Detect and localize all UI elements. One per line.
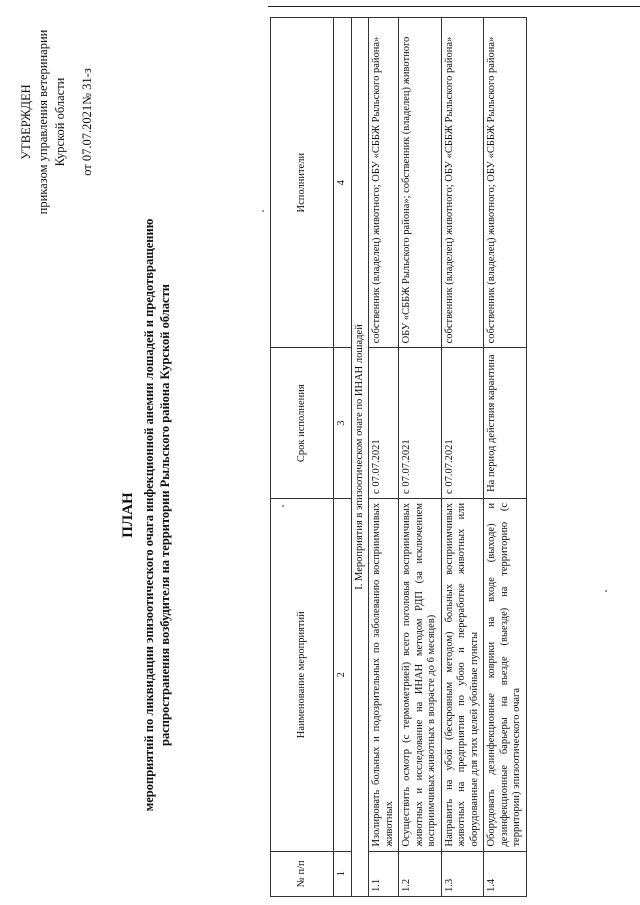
title-line-1: мероприятий по ликвидации эпизоотического очага инфекционной анемии лошадей и предотвращению — [142, 218, 156, 812]
row-action: Оборудовать дезинфекционные коврики на входе (выходе) и дезинфекционные барьеры на въезде (выезде) на территорию (с территории) эпизоотического очага — [484, 498, 527, 851]
plan-table — [270, 17, 527, 897]
row-executors: собственник (владелец) животного; ОБУ «СББЖ Рыльского района» — [369, 18, 399, 348]
table-header-row — [271, 18, 334, 897]
row-number: 1.1 — [369, 851, 399, 896]
row-deadline: На период действия карантина — [484, 348, 527, 499]
row-deadline: с 07.07.2021 — [441, 348, 484, 499]
title-line-2: распространения возбудителя на территории Рыльского района Курской области — [158, 284, 172, 746]
row-action: Осуществить осмотр (с термометрией) всего поголовья восприимчивых животных и исследование на ИНАН методом РДП (за исключением восприимчивых животных в возрасте до 6 месяцев) — [399, 498, 442, 851]
row-number: 1.4 — [484, 851, 527, 896]
table-row — [441, 18, 484, 897]
scan-speck — [262, 210, 264, 212]
column-number: 1 — [334, 851, 352, 896]
header-number: № п/п — [271, 851, 334, 896]
row-action: Направить на убой (бескровным методом) больных восприимчивых животных на предприятия по убою и переработке животных или оборудованные для этих целей убойные пункты — [441, 498, 484, 851]
row-number: 1.3 — [441, 851, 484, 896]
scan-speck — [605, 590, 607, 592]
row-deadline: с 07.07.2021 — [399, 348, 442, 499]
approval-order-line: приказом управления ветеринарии — [36, 29, 50, 215]
header-action: Наименование мероприятий — [271, 498, 334, 851]
column-number: 4 — [334, 18, 352, 348]
column-number: 2 — [334, 498, 352, 851]
header-deadline: Срок исполнения — [271, 348, 334, 499]
title-heading: ПЛАН — [120, 492, 136, 538]
document-title — [120, 185, 173, 845]
approval-heading: УТВЕРЖДЕН — [19, 84, 33, 160]
column-number: 3 — [334, 348, 352, 499]
row-executors: собственник (владелец) животного; ОБУ «СББЖ Рыльского района» — [441, 18, 484, 348]
approval-date-number: от 07.07.2021№ 31-з — [80, 68, 94, 176]
table-row — [484, 18, 527, 897]
row-number: 1.2 — [399, 851, 442, 896]
section-title: I. Мероприятия в эпизоотическом очаге по ИНАН лошадей — [351, 18, 369, 897]
approval-region-line: Курской области — [53, 77, 67, 167]
header-executors: Исполнители — [271, 18, 334, 348]
row-executors: собственник (владелец) животного; ОБУ «СББЖ Рыльского района» — [484, 18, 527, 348]
scan-speck — [282, 505, 284, 507]
row-executors: ОБУ «СББЖ Рыльского района»; собственник (владелец) животного — [399, 18, 442, 348]
table-row — [369, 18, 399, 897]
section-row — [351, 18, 369, 897]
table-row — [399, 18, 442, 897]
row-action: Изолировать больных и подозрительных по заболеванию восприимчивых животных — [369, 498, 399, 851]
column-number-row — [334, 18, 352, 897]
approval-block — [18, 7, 96, 237]
row-deadline: с 07.07.2021 — [369, 348, 399, 499]
